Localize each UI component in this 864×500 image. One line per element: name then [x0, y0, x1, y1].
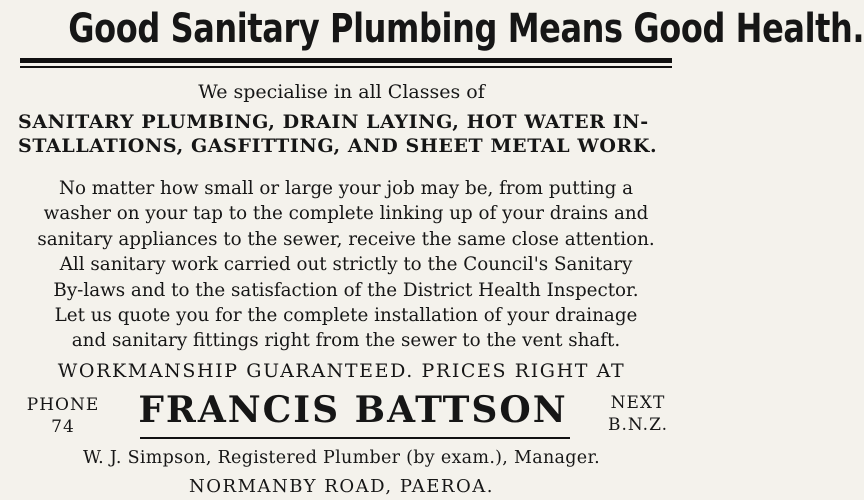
address-line: NORMANBY ROAD, PAEROA.: [189, 476, 494, 497]
intro-text: We specialise in all Classes of: [198, 81, 485, 103]
body-line: washer on your tap to the complete linking up of your drains and: [43, 203, 649, 225]
services-line-2: STALLATIONS, GASFITTING, AND SHEET METAL WORK.: [18, 135, 658, 157]
body-paragraph: [16, 176, 676, 354]
body-line: and sanitary fittings right from the sewer to the vent shaft.: [71, 330, 621, 352]
headline-rule-thick: [20, 58, 672, 63]
guarantee-line: WORKMANSHIP GUARANTEED. PRICES RIGHT AT: [57, 360, 626, 382]
business-name-rule: [140, 437, 570, 439]
body-line: By-laws and to the satisfaction of the District Health Inspector.: [53, 279, 639, 301]
phone-number: 74: [51, 417, 75, 437]
location-note-line-1: NEXT: [610, 393, 666, 413]
services-line-1: SANITARY PLUMBING, DRAIN LAYING, HOT WATER IN-: [18, 111, 649, 133]
location-note-line-2: B.N.Z.: [607, 415, 668, 435]
headline-rule-thin: [20, 66, 672, 68]
headline: Good Sanitary Plumbing Means Good Health.: [68, 6, 864, 52]
body-line: sanitary appliances to the sewer, receive the same close attention.: [37, 228, 655, 250]
phone-block: [18, 394, 108, 438]
manager-line: W. J. Simpson, Registered Plumber (by exam.), Manager.: [82, 448, 601, 468]
phone-label: PHONE: [26, 395, 100, 415]
body-line: All sanitary work carried out strictly to the Council's Sanitary: [59, 254, 633, 276]
location-note: [598, 392, 678, 436]
body-line: No matter how small or large your job may be, from putting a: [58, 178, 634, 199]
body-line: Let us quote you for the complete installation of your drainage: [54, 305, 638, 327]
business-name: FRANCIS BATTSON: [138, 389, 568, 431]
